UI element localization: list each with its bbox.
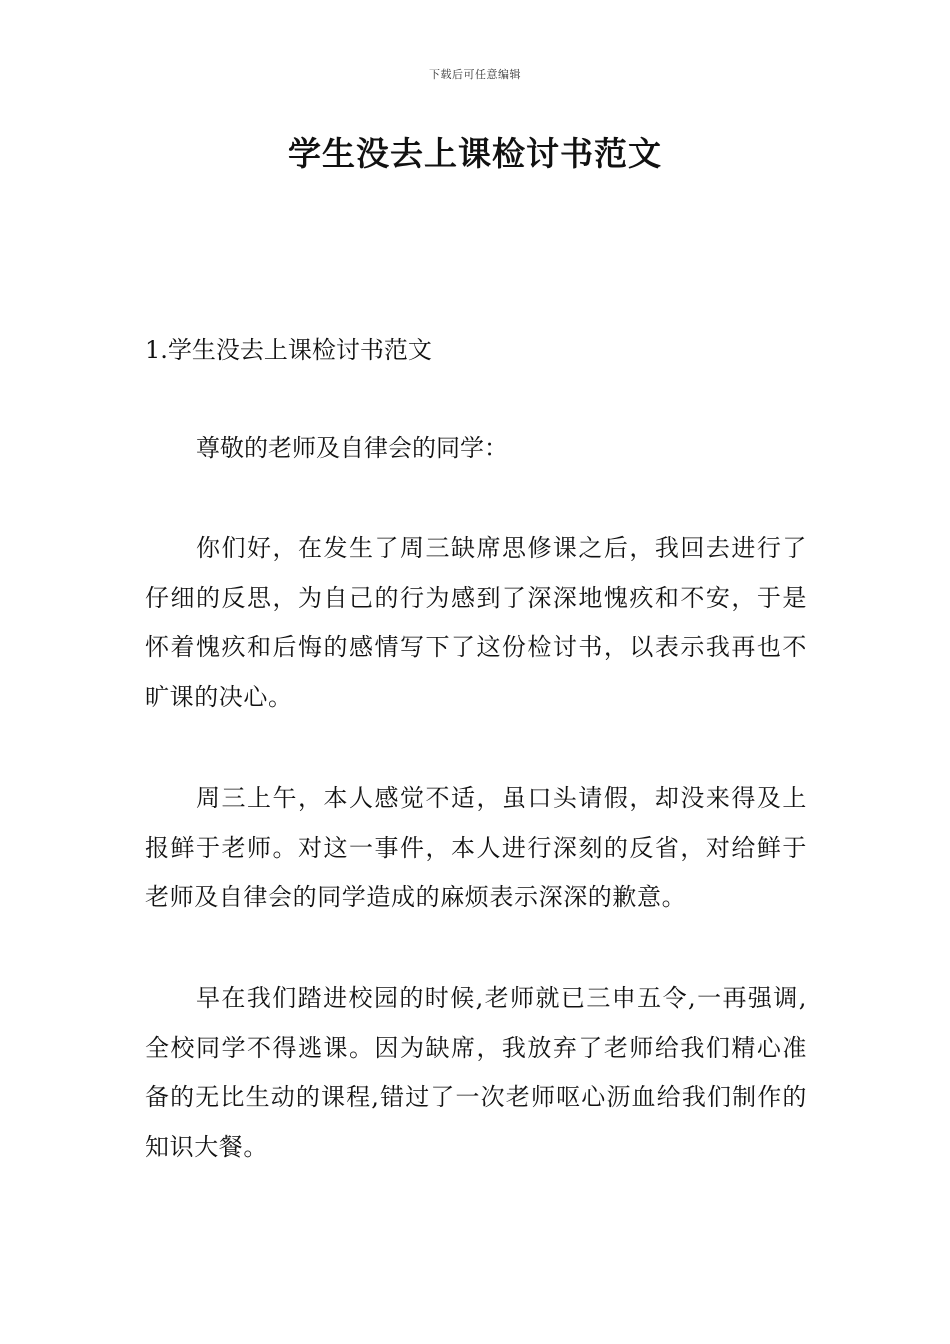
- paragraph-3: 早在我们踏进校园的时候,老师就已三申五令,一再强调,全校同学不得逃课。因为缺席，我放弃了老师给我们精心准备的无比生动的课程,错过了一次老师呕心沥血给我们制作的知识大餐。: [145, 984, 807, 1161]
- header-note: 下载后可任意编辑: [429, 68, 521, 81]
- section-heading: 1.学生没去上课检讨书范文: [145, 336, 432, 364]
- paragraph-2: 周三上午，本人感觉不适，虽口头请假，却没来得及上报鲜于老师。对这一事件，本人进行深刻的反省，对给鲜于老师及自律会的同学造成的麻烦表示深深的歉意。: [145, 784, 807, 911]
- salutation: 尊敬的老师及自律会的同学：: [196, 434, 508, 462]
- document-title: 学生没去上课检讨书范文: [288, 134, 662, 173]
- paragraph-1: 你们好，在发生了周三缺席思修课之后，我回去进行了仔细的反思，为自己的行为感到了深深地愧疚和不安，于是怀着愧疚和后悔的感情写下了这份检讨书，以表示我再也不旷课的决心。: [145, 534, 807, 711]
